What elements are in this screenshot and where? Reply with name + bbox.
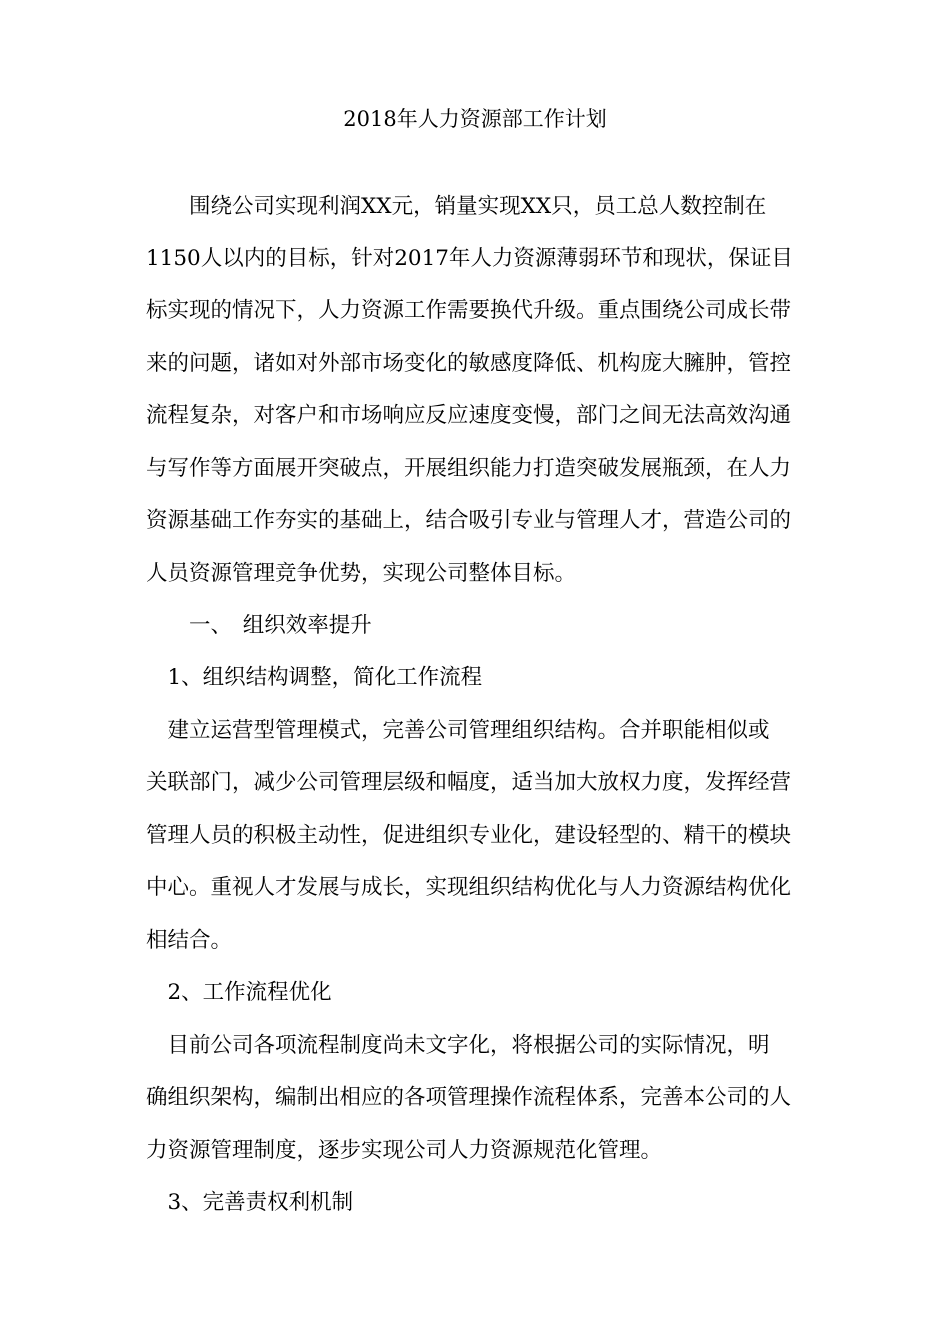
body-line: 3、完善责权利机制 [146, 1190, 354, 1215]
body-line: 标实现的情况下，人力资源工作需要换代升级。重点围绕公司成长带 [146, 298, 792, 323]
body-line: 目前公司各项流程制度尚未文字化，将根据公司的实际情况，明 [146, 1033, 770, 1058]
body-line: 1、组织结构调整，简化工作流程 [146, 665, 483, 690]
body-line: 建立运营型管理模式，完善公司管理组织结构。合并职能相似或 [146, 718, 770, 743]
body-line: 力资源管理制度，逐步实现公司人力资源规范化管理。 [146, 1138, 663, 1163]
body-line: 与写作等方面展开突破点，开展组织能力打造突破发展瓶颈，在人力 [146, 456, 792, 481]
document-title: 2018年人力资源部工作计划 [343, 107, 607, 131]
body-line: 中心。重视人才发展与成长，实现组织结构优化与人力资源结构优化 [146, 875, 792, 900]
body-line: 一、 组织效率提升 [146, 613, 372, 638]
body-line: 围绕公司实现利润XX元，销量实现XX只，员工总人数控制在 [146, 194, 767, 219]
body-line: 人员资源管理竞争优势，实现公司整体目标。 [146, 561, 577, 586]
body-line: 资源基础工作夯实的基础上，结合吸引专业与管理人才，营造公司的 [146, 508, 792, 533]
body-line: 关联部门，减少公司管理层级和幅度，适当加大放权力度，发挥经营 [146, 770, 792, 795]
body-line: 1150人以内的目标，针对2017年人力资源薄弱环节和现状，保证目 [146, 246, 793, 271]
body-line: 来的问题，诸如对外部市场变化的敏感度降低、机构庞大臃肿，管控 [146, 351, 792, 376]
body-line: 管理人员的积极主动性，促进组织专业化，建设轻型的、精干的模块 [146, 823, 792, 848]
body-line: 确组织架构，编制出相应的各项管理操作流程体系，完善本公司的人 [146, 1085, 792, 1110]
body-line: 相结合。 [146, 928, 233, 953]
body-line: 2、工作流程优化 [146, 980, 332, 1005]
body-line: 流程复杂，对客户和市场响应反应速度变慢，部门之间无法高效沟通 [146, 403, 792, 428]
